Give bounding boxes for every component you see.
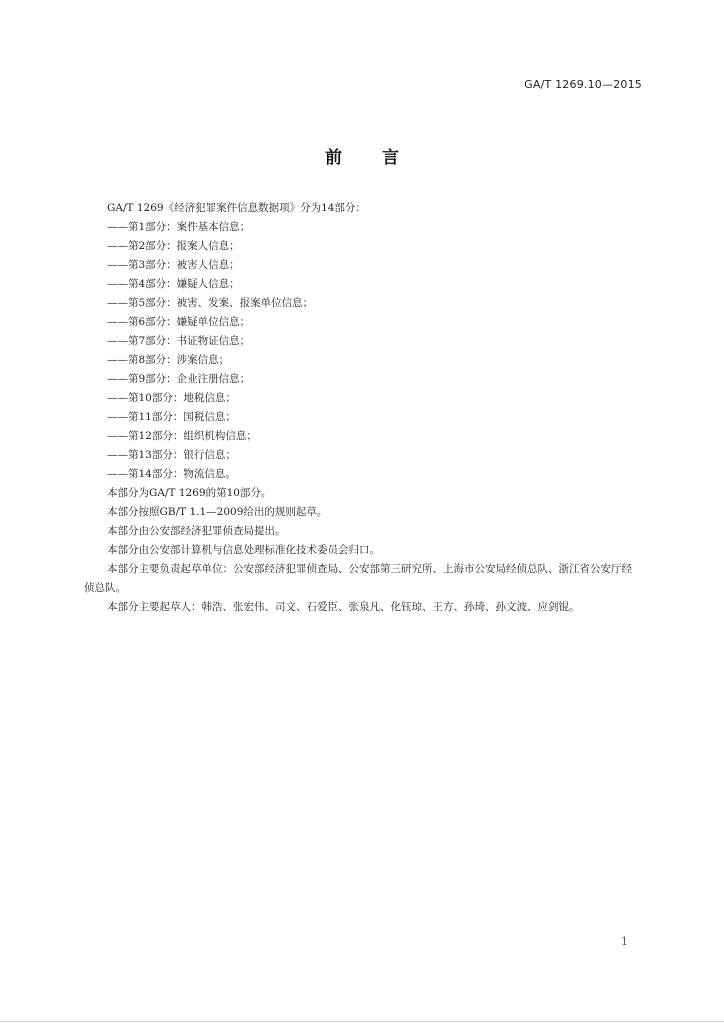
list-item: ——第12部分：组织机构信息；	[107, 430, 257, 442]
parts-list	[84, 218, 640, 484]
list-item: ——第1部分：案件基本信息；	[107, 221, 251, 233]
bottom-divider	[0, 1021, 724, 1022]
document-code: GA/T 1269.10—2015	[524, 78, 642, 91]
part-statement: 本部分为GA/T 1269的第10部分。	[107, 487, 272, 499]
page-title: 前言	[325, 148, 439, 168]
drafting-units: 本部分主要负责起草单位：公安部经济犯罪侦查局、公安部第三研究所、上海市公安局经侦总队、浙江省公安厅经侦总队。	[84, 563, 632, 594]
list-item: ——第8部分：涉案信息；	[107, 354, 230, 366]
proposer-statement: 本部分由公安部经济犯罪侦查局提出。	[107, 525, 286, 537]
administration-statement: 本部分由公安部计算机与信息处理标准化技术委员会归口。	[107, 544, 380, 556]
list-item: ——第11部分：国税信息；	[107, 411, 236, 423]
list-item: ——第4部分：嫌疑人信息；	[107, 278, 240, 290]
list-item: ——第6部分：嫌疑单位信息；	[107, 316, 251, 328]
list-item: ——第14部分：物流信息。	[107, 468, 236, 480]
list-item: ——第3部分：被害人信息；	[107, 259, 240, 271]
list-item: ——第10部分：地税信息；	[107, 392, 236, 404]
list-item: ——第7部分：书证物证信息；	[107, 335, 251, 347]
drafters: 本部分主要起草人：韩浩、张宏伟、司文、石爱臣、张泉凡、化钰琼、王方、孙琦、孙文波、应剑锟。	[107, 601, 580, 613]
foreword-body	[84, 199, 640, 617]
list-item: ——第13部分：银行信息；	[107, 449, 236, 461]
page-number: 1	[621, 935, 628, 948]
drafting-rules: 本部分按照GB/T 1.1—2009给出的规则起草。	[107, 506, 328, 518]
list-item: ——第2部分：报案人信息；	[107, 240, 240, 252]
list-item: ——第5部分：被害、发案、报案单位信息；	[107, 297, 314, 309]
list-item: ——第9部分：企业注册信息；	[107, 373, 251, 385]
intro-paragraph: GA/T 1269《经济犯罪案件信息数据项》分为14部分：	[107, 202, 366, 214]
